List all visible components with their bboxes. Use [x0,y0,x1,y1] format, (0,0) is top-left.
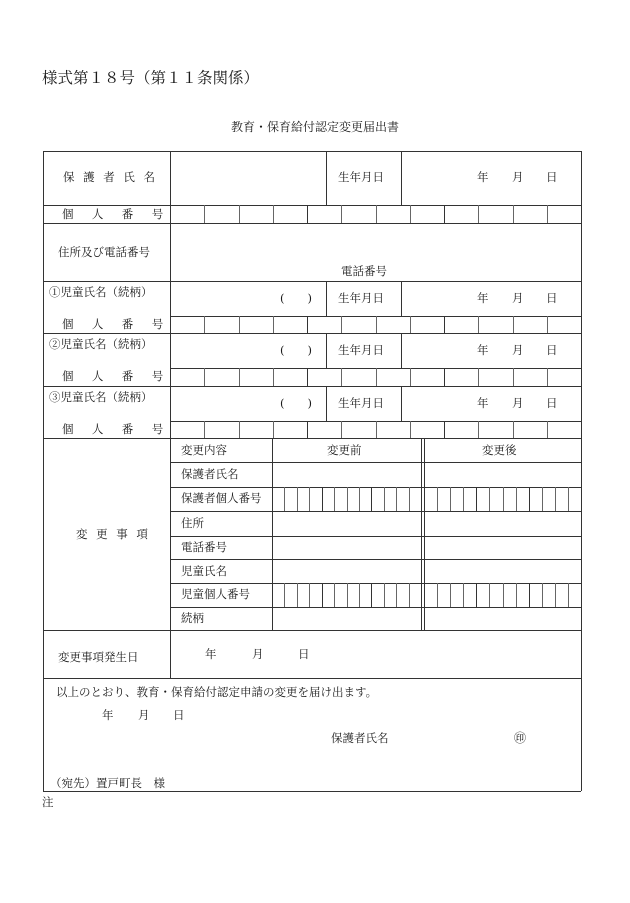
guardian-number-grid-divider [547,205,548,223]
child1-birth-month: 月 [512,291,524,305]
changes-row-child-number: 児童個人番号 [181,587,250,601]
child3-number-grid-divider [410,421,411,438]
guardian-number-grid-divider [376,205,377,223]
child2-number-grid-divider [410,368,411,386]
after-guardian-number-grid-divider [476,487,477,511]
child1-number-grid-divider [239,316,240,333]
after-child-number-grid-divider [516,583,517,607]
seal-mark: ㊞ [514,731,527,745]
child2-number-grid-divider [547,368,548,386]
address-phone-label: 住所及び電話番号 [58,245,150,259]
after-child-number-grid-divider [503,583,504,607]
changes-row-relationship: 続柄 [181,611,204,625]
declaration-month: 月 [138,708,150,722]
phone-label: 電話番号 [341,264,387,278]
occurrence-label: 変更事項発生日 [58,650,139,664]
guardian-birth-label: 生年月日 [338,170,384,184]
before-child-number-grid-divider [384,583,385,607]
child1-name-label: ①児童氏名（続柄） [49,285,153,299]
child3-number-label: 個人番号 [62,422,182,436]
child2-birth-year: 年 [477,343,489,357]
child2-number-grid-divider [239,368,240,386]
before-guardian-number-grid-divider [309,487,310,511]
child3-number-grid-divider [444,421,445,438]
child1-number-grid-divider [273,316,274,333]
changes-row-phone: 電話番号 [181,540,227,554]
child2-number-grid-divider [444,368,445,386]
child2-birth-month: 月 [512,343,524,357]
guardian-number-grid-divider [273,205,274,223]
changes-section-label: 変更事項 [76,527,157,541]
guardian-number-grid-divider [307,205,308,223]
child3-number-grid-divider [307,421,308,438]
child2-number-grid-divider [204,368,205,386]
occurrence-year: 年 [205,647,217,661]
before-child-number-grid-divider [359,583,360,607]
guardian-number-grid-divider [204,205,205,223]
child3-name-label: ③児童氏名（続柄） [49,390,153,404]
child1-number-grid-divider [410,316,411,333]
after-child-number-grid-divider [463,583,464,607]
after-child-number-grid-divider [489,583,490,607]
child2-birth-day: 日 [546,343,558,357]
before-guardian-number-grid-divider [347,487,348,511]
guardian-number-grid-divider [341,205,342,223]
guardian-number-grid-divider [444,205,445,223]
child1-relation-paren: ( ) [280,291,312,305]
child3-number-grid-divider [478,421,479,438]
after-guardian-number-grid-divider [450,487,451,511]
child2-number-grid-divider [513,368,514,386]
guardian-birth-year: 年 [477,170,489,184]
before-child-number-grid-divider [284,583,285,607]
form-title: 教育・保育給付認定変更届出書 [230,120,399,134]
child3-relation-paren: ( ) [280,396,312,410]
after-guardian-number-grid-divider [568,487,569,511]
child2-number-grid-divider [307,368,308,386]
child3-number-grid-divider [341,421,342,438]
child2-number-grid-divider [376,368,377,386]
signer-label: 保護者氏名 [331,731,389,745]
child3-number-grid-divider [273,421,274,438]
note-label: 注 [42,795,54,809]
before-guardian-number-grid-divider [371,487,372,511]
child1-number-grid-divider [478,316,479,333]
child1-number-grid-divider [444,316,445,333]
after-child-number-grid-divider [555,583,556,607]
child1-number-grid-divider [513,316,514,333]
child3-number-grid-divider [547,421,548,438]
before-child-number-grid-divider [396,583,397,607]
after-guardian-number-grid-divider [542,487,543,511]
after-guardian-number-grid-divider [516,487,517,511]
occurrence-day: 日 [298,647,310,661]
declaration-day: 日 [173,708,185,722]
before-child-number-grid-divider [371,583,372,607]
after-child-number-grid-divider [542,583,543,607]
child1-number-grid-divider [547,316,548,333]
child3-number-grid-divider [239,421,240,438]
guardian-number-label: 個人番号 [62,207,182,221]
form-number: 様式第１８号（第１１条関係） [42,69,260,87]
after-child-number-grid-divider [529,583,530,607]
child1-birth-year: 年 [477,291,489,305]
child3-number-grid-divider [204,421,205,438]
child3-number-grid-divider [376,421,377,438]
before-guardian-number-grid-divider [334,487,335,511]
child1-number-grid-divider [341,316,342,333]
before-guardian-number-grid-divider [297,487,298,511]
child3-birth-month: 月 [512,396,524,410]
guardian-number-grid-divider [410,205,411,223]
occurrence-month: 月 [252,647,264,661]
child2-number-label: 個人番号 [62,369,182,383]
after-child-number-grid-divider [450,583,451,607]
guardian-number-grid-divider [478,205,479,223]
changes-row-guardian-number: 保護者個人番号 [181,491,262,505]
before-child-number-grid-divider [297,583,298,607]
guardian-birth-month: 月 [512,170,524,184]
before-child-number-grid-divider [347,583,348,607]
after-guardian-number-grid-divider [437,487,438,511]
child3-birth-label: 生年月日 [338,396,384,410]
child2-name-label: ②児童氏名（続柄） [49,337,153,351]
guardian-number-grid-divider [239,205,240,223]
child1-number-grid-divider [204,316,205,333]
changes-row-guardian-name: 保護者氏名 [181,467,239,481]
child2-number-grid-divider [341,368,342,386]
after-guardian-number-grid-divider [555,487,556,511]
before-child-number-grid-divider [309,583,310,607]
after-guardian-number-grid-divider [503,487,504,511]
after-child-number-grid-divider [476,583,477,607]
guardian-number-grid-divider [513,205,514,223]
changes-header-before: 変更前 [327,443,362,457]
after-guardian-number-grid-divider [489,487,490,511]
guardian-name-label: 保護者氏名 [63,170,164,184]
changes-header-after: 変更後 [482,443,517,457]
after-guardian-number-grid-divider [529,487,530,511]
after-child-number-grid-divider [437,583,438,607]
declaration-year: 年 [102,708,114,722]
child1-birth-label: 生年月日 [338,291,384,305]
before-guardian-number-grid-divider [396,487,397,511]
before-guardian-number-grid-divider [409,487,410,511]
child3-number-grid-divider [513,421,514,438]
changes-header-item: 変更内容 [181,443,227,457]
child1-number-grid-divider [376,316,377,333]
changes-row-address: 住所 [181,516,204,530]
child2-number-grid-divider [273,368,274,386]
before-child-number-grid-divider [409,583,410,607]
before-guardian-number-grid-divider [322,487,323,511]
addressee: （宛先）置戸町長 様 [50,776,165,790]
before-guardian-number-grid-divider [384,487,385,511]
before-child-number-grid-divider [334,583,335,607]
changes-row-child-name: 児童氏名 [181,564,227,578]
child3-birth-day: 日 [546,396,558,410]
child2-number-grid-divider [478,368,479,386]
before-guardian-number-grid-divider [359,487,360,511]
child1-number-grid-divider [307,316,308,333]
after-guardian-number-grid-divider [463,487,464,511]
child1-birth-day: 日 [546,291,558,305]
guardian-birth-day: 日 [546,170,558,184]
before-child-number-grid-divider [322,583,323,607]
declaration-statement: 以上のとおり、教育・保育給付認定申請の変更を届け出ます。 [56,685,378,699]
before-guardian-number-grid-divider [284,487,285,511]
child3-birth-year: 年 [477,396,489,410]
child2-relation-paren: ( ) [280,343,312,357]
child2-birth-label: 生年月日 [338,343,384,357]
child1-number-label: 個人番号 [62,317,182,331]
after-child-number-grid-divider [568,583,569,607]
